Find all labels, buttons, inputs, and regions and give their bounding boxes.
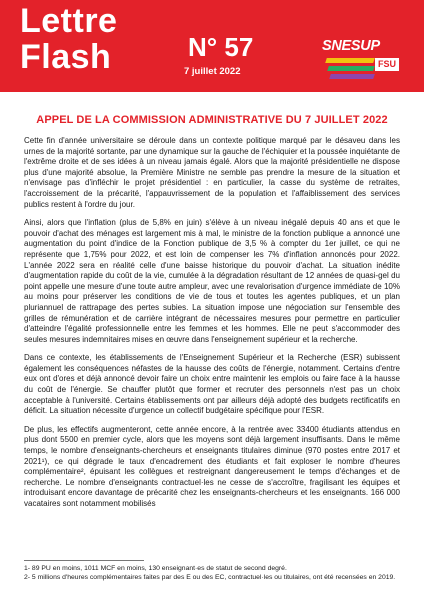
newsletter-title-line1: Lettre bbox=[20, 2, 118, 40]
logo-stripe-yellow bbox=[325, 58, 375, 63]
logo-stripe-green bbox=[327, 66, 375, 71]
paragraph: Ainsi, alors que l'inflation (plus de 5,8% en juin) s'élève à un niveau inégalé depuis 40 ans et que le pouvoir d'achat des ménages est largement mis à mal, le ministre de la fonction publique a annoncé une augmentation du point d'indice de la Fonction publique de 3,5 % à compter du 1er juillet, ce qui ne représente que 1,75% pour 2022, et est loin de compenser les 7% d'inflation annoncés pour 2022. L'année 2022 sera en réalité celle d'une baisse historique du pouvoir d'achat. La situation inédite d'augmentation rapide du coût de la vie, cumulée à la dégradation résultant de 12 années de quasi-gel du point appelle une mesure d'une toute autre ampleur, avec une revalorisation d'urgence immédiate de 10% au moins pour préserver les conditions de vie de tous et toutes les agentes publiques, et un plan pluriannuel de rattrapage des pertes subies. La situation impose une négociation sur l'ensemble des grilles de rémunération et de carrière intégrant de nécessaires mesures pour permettre en particulier d'atteindre l'égalité professionnelle entre les femmes et les hommes. Elle ne peut s'accommoder des seules mesures indemnitaires mises en œuvre dans l'enseignement supérieur et la recherche. bbox=[24, 218, 400, 344]
logo-name: SNESUP bbox=[322, 38, 380, 54]
snesup-fsu-logo bbox=[322, 38, 400, 86]
header-banner bbox=[0, 0, 424, 92]
footnote: 1- 89 PU en moins, 1011 MCF en moins, 130 enseignant·es de statut de second degré. bbox=[24, 565, 287, 572]
article-body bbox=[24, 136, 400, 518]
logo-badge: FSU bbox=[375, 58, 399, 71]
article-heading: APPEL DE LA COMMISSION ADMINISTRATIVE DU 7 JUILLET 2022 bbox=[36, 114, 388, 126]
paragraph: De plus, les effectifs augmenteront, cette année encore, à la rentrée avec 33400 étudiants attendus en plus dont 5500 en premier cycle, alors que les moyens sont déjà largement insuffisants. Dans le même temps, le nombre d'enseignants-chercheurs et enseignants titulaires diminue (970 postes entre 2017 et 2021¹), ce qui dégrade le taux d'encadrement des étudiants et fait exploser le nombre d'heures complémentaire², épuisant les collègues et restreignant dangereusement le temps d'échanges et de recherche. Le nombre d'enseignants contractuel·les ne cesse de s'accroître, fragilisant les équipes et introduisant encore davantage de précarité chez les enseignants-chercheurs et les enseignants. 166 000 vacataires sont notamment mobilisés bbox=[24, 424, 400, 508]
newsletter-title-line2: Flash bbox=[20, 38, 112, 76]
logo-stripe-purple bbox=[329, 74, 375, 79]
issue-date: 7 juillet 2022 bbox=[184, 66, 241, 77]
issue-number: N° 57 bbox=[188, 32, 254, 62]
footnotes bbox=[24, 565, 400, 583]
paragraph: Cette fin d'année universitaire se déroule dans un contexte politique marqué par le désaveu dans les urnes de la majorité sortante, par une dynamique sur la gauche de l'échiquier et la poussée inquiétante de l'extrême droite et de ses idées à un niveau jamais égalé. Alors que la majorité présidentielle ne dispose plus d'une majorité absolue, la Première Ministre ne semble pas prendre la mesure de la situation et n'envisage pas d'infléchir le projet présidentiel : en particulier, la casse du système de retraites, l'accroissement de la précarité, l'appauvrissement de la population et l'affaiblissement des services publics restent à l'ordre du jour. bbox=[24, 136, 400, 209]
footnote: 2- 5 millions d'heures complémentaires faites par des E ou des EC, contractuel·les ou titulaires, ont été recensées en 2019. bbox=[24, 573, 396, 581]
paragraph: Dans ce contexte, les établissements de l'Enseignement Supérieur et la Recherche (ESR) subissent également les conséquences néfastes de la hausse des coûts de l'énergie, notamment. Certains d'entre eux ont d'ores et déjà annoncé devoir faire un choix entre maintenir les emplois ou faire face à la hausse du coût de l'énergie. Se chauffer plutôt que former et recruter des personnels n'est pas un choix acceptable à l'université. Certains établissements ont par ailleurs déjà adopté des budgets rectificatifs en déficit. La situation nécessite d'urgence un collectif budgétaire spécifique pour l'ESR. bbox=[24, 353, 400, 416]
footnote-divider bbox=[24, 560, 144, 561]
